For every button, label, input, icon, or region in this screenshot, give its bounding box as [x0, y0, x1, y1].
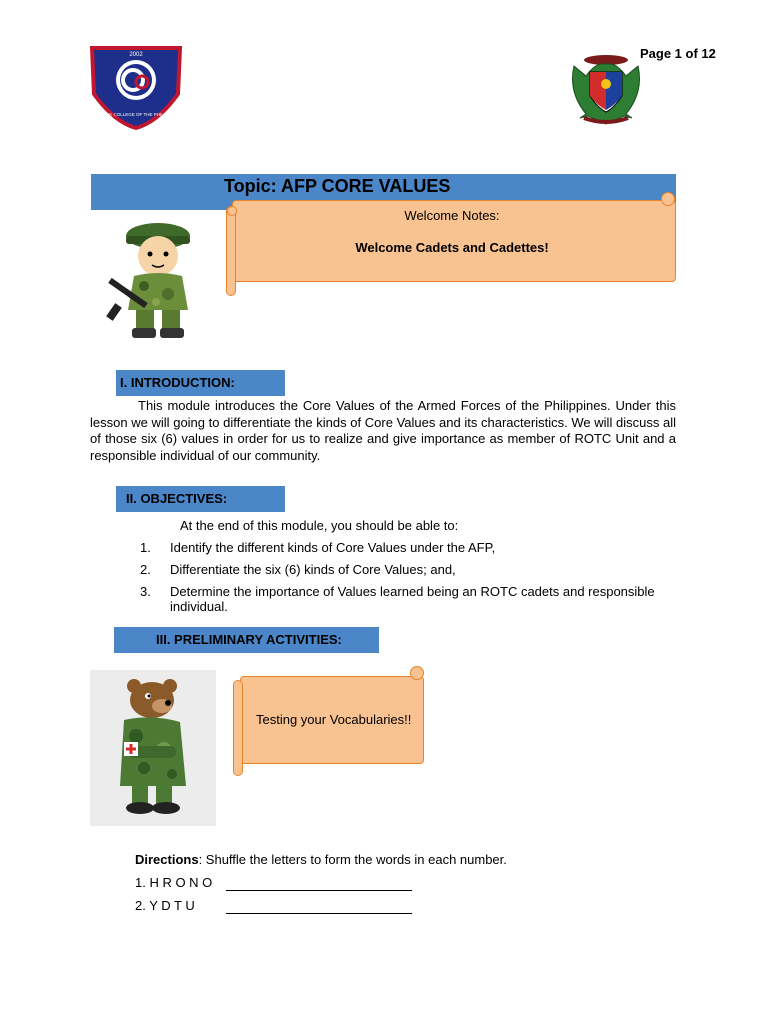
objectives-intro: At the end of this module, you should be able to: [180, 518, 459, 533]
soldier-cartoon-icon [96, 218, 214, 342]
answer-blank[interactable] [226, 899, 412, 914]
question-label: 2. Y D T U [135, 898, 195, 913]
list-item-number: 3. [140, 584, 151, 599]
directions-text: : Shuffle the letters to form the words in each number. [198, 852, 507, 867]
scroll-roll-left [233, 680, 243, 776]
objectives-list [140, 540, 660, 621]
list-item [140, 584, 660, 614]
bear-soldier-icon [90, 670, 216, 826]
scroll-curl-icon [410, 666, 424, 680]
directions-label: Directions [135, 852, 199, 867]
question-label: 1. H R O N O [135, 875, 213, 890]
welcome-notes-label: Welcome Notes: [404, 208, 500, 223]
list-item-text: Determine the importance of Values learned being an ROTC cadets and responsible individual. [170, 584, 655, 614]
objectives-heading: II. OBJECTIVES: [116, 486, 285, 512]
rotc-emblem [566, 52, 646, 126]
list-item-text: Identify the different kinds of Core Values under the AFP, [170, 540, 496, 555]
introduction-heading: I. INTRODUCTION: [116, 370, 285, 396]
scroll-curl-icon [661, 192, 675, 206]
topic-title: Topic: AFP CORE VALUES [224, 176, 451, 196]
list-item [140, 562, 660, 577]
list-item [140, 540, 660, 555]
preliminary-heading: III. PRELIMINARY ACTIVITIES: [114, 627, 379, 653]
college-logo [88, 44, 184, 130]
directions [135, 852, 507, 867]
list-item-number: 2. [140, 562, 151, 577]
logo-year: 2002 [129, 52, 143, 58]
vocab-scroll-text: Testing your Vocabularies!! [256, 712, 412, 727]
list-item-text: Differentiate the six (6) kinds of Core Values; and, [170, 562, 456, 577]
page-number: Page 1 of 12 [640, 46, 716, 61]
introduction-body: This module introduces the Core Values of the Armed Forces of the Philippines. Under this lesson we will going to differentiate the kinds of Core Values and its characteristics. We will discuss all of those six (6) values in order for us to realize and give importance as member of ROTC Unit and a responsible individual of our community. [90, 398, 676, 463]
logo-college-name: BESTLINK COLLEGE OF THE PHILIPPINES [90, 112, 182, 117]
list-item-number: 1. [140, 540, 151, 555]
answer-blank[interactable] [226, 876, 412, 891]
welcome-greeting: Welcome Cadets and Cadettes! [355, 240, 549, 255]
